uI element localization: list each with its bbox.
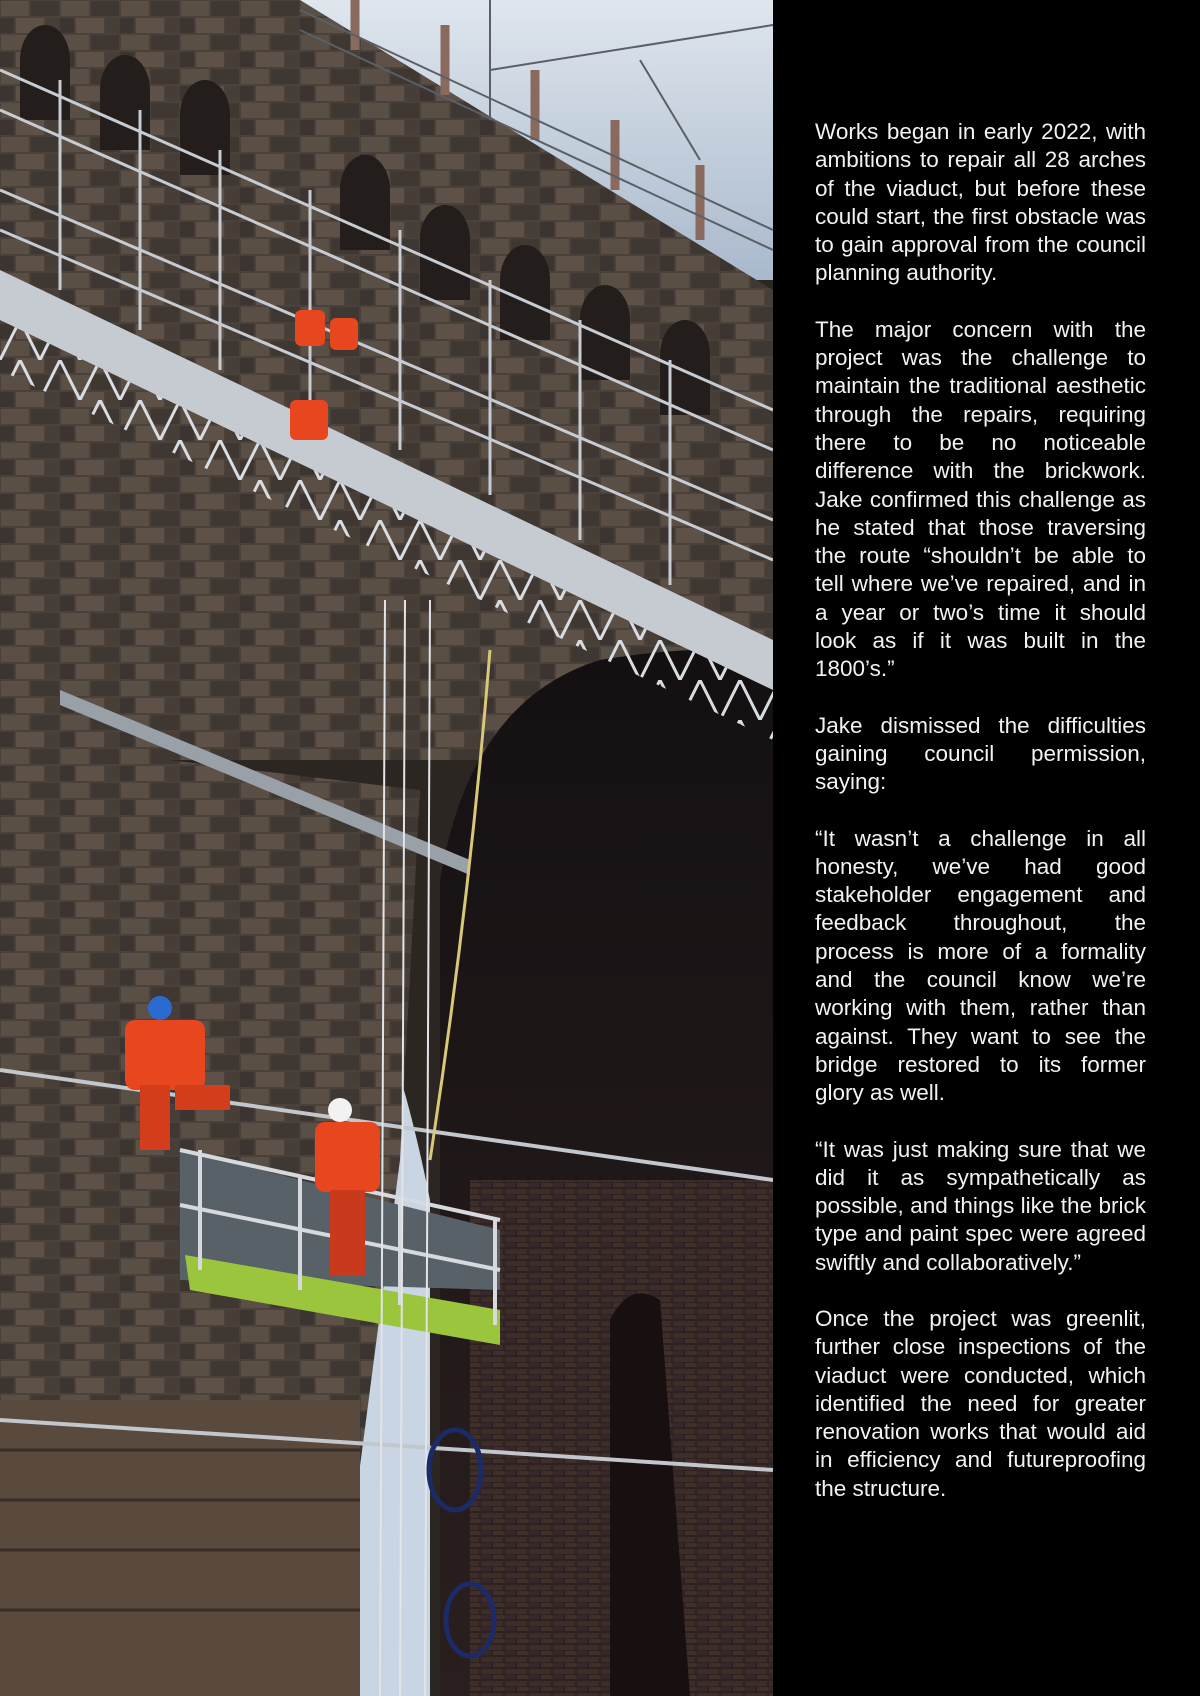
- paragraph-1: Works began in early 2022, with ambitions to repair all 28 arches of the viaduct, but before these could start, the first obstacle was to gain approval from the council planning authority.: [815, 119, 1146, 286]
- paragraph-2: The major concern with the project was the challenge to maintain the traditional aesthetic through the repairs, requiring there to be no noticeable difference with the brickwork. Jake confirmed this challenge as he stated that those traversing the route “shouldn’t be able to tell where we’ve repaired, and in a year or two’s time it should look as if it was built in the 1800’s.”: [815, 316, 1146, 682]
- article-text-column: [773, 0, 1200, 1696]
- paragraph-5-quote: “It was just making sure that we did it as sympathetically as possible, and things like the brick type and paint spec were agreed swiftly and collaboratively.”: [815, 1136, 1146, 1275]
- paragraph-4-quote: “It wasn’t a challenge in all honesty, we’ve had good stakeholder engagement and feedback throughout, the process is more of a formality and the council know we’re working with them, rather than against. They want to see the bridge restored to its former glory as well.: [815, 825, 1146, 1106]
- paragraph-6: Once the project was greenlit, further close inspections of the viaduct were conducted, which identified the need for greater renovation works that would aid in efficiency and futureproofing the structure.: [815, 1305, 1146, 1501]
- paragraph-3: Jake dismissed the difficulties gaining council permission, saying:: [815, 712, 1146, 795]
